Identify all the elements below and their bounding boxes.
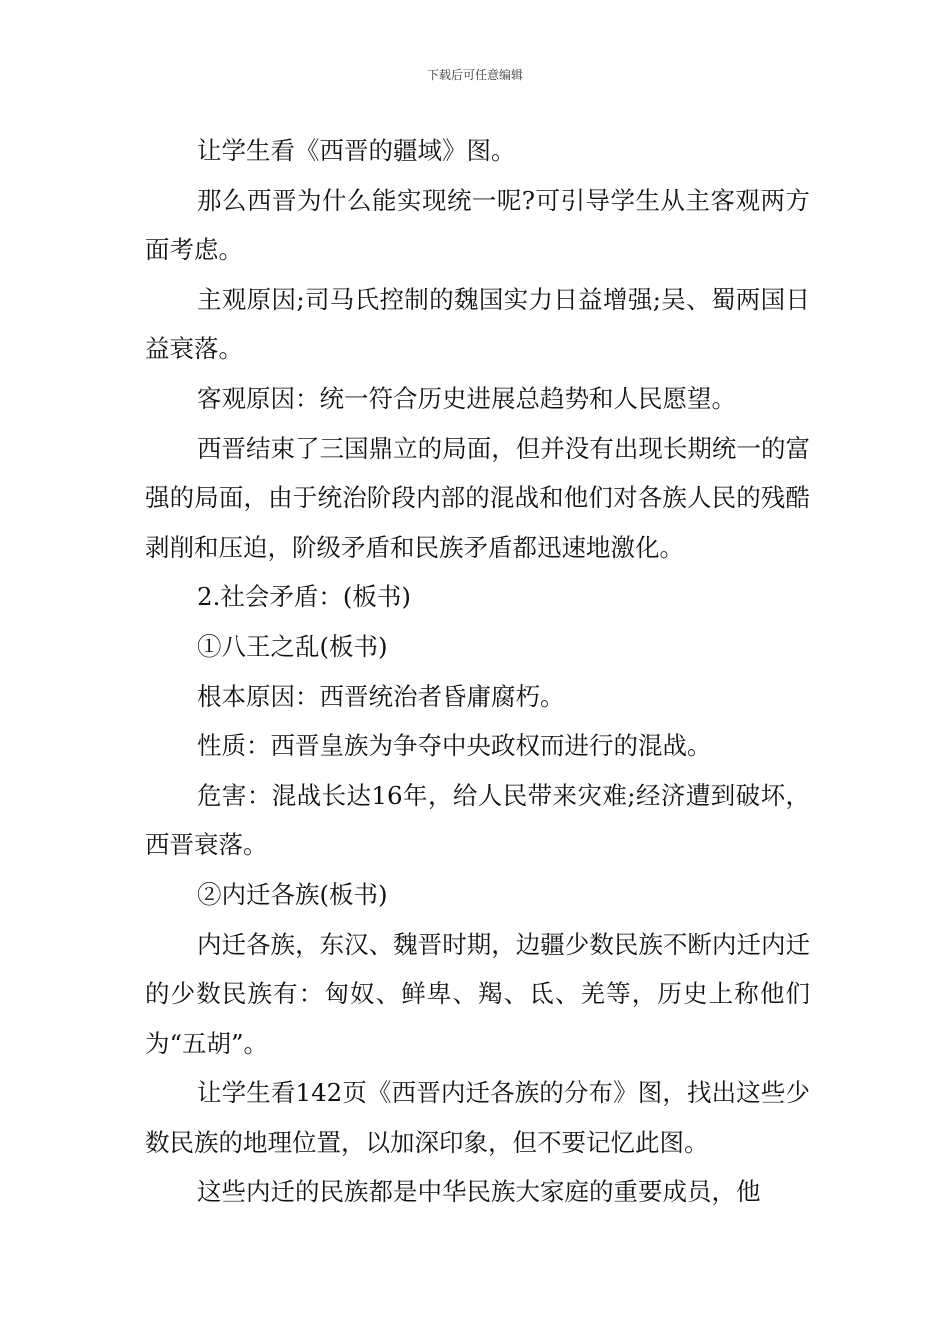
paragraph: 危害：混战长达16年，给人民带来灾难;经济遭到破坏，西晋衰落。 — [145, 780, 810, 860]
paragraph: 2.社会矛盾：(板书) — [197, 582, 411, 612]
paragraph: 那么西晋为什么能实现统一呢?可引导学生从主客观两方面考虑。 — [145, 185, 810, 265]
paragraph: ②内迁各族(板书) — [197, 879, 388, 909]
paragraph: 主观原因;司马氏控制的魏国实力日益增强;吴、蜀两国日益衰落。 — [145, 284, 810, 364]
paragraph: ①八王之乱(板书) — [197, 631, 388, 661]
paragraph: 客观原因：统一符合历史进展总趋势和人民愿望。 — [197, 383, 736, 413]
document-body — [145, 126, 810, 1217]
paragraph: 让学生看《西晋的疆域》图。 — [197, 136, 516, 165]
paragraph: 这些内迁的民族都是中华民族大家庭的重要成员，他 — [197, 1177, 761, 1207]
paragraph: 内迁各族，东汉、魏晋时期，边疆少数民族不断内迁内迁的少数民族有：匈奴、鲜卑、羯、氐、羌等，历史上称他们为“五胡”。 — [145, 929, 810, 1058]
paragraph: 根本原因：西晋统治者昏庸腐朽。 — [197, 681, 565, 711]
paragraph: 让学生看142页《西晋内迁各族的分布》图，找出这些少数民族的地理位置，以加深印象，但不要记忆此图。 — [145, 1078, 810, 1157]
paragraph: 西晋结束了三国鼎立的局面，但并没有出现长期统一的富强的局面，由于统治阶段内部的混战和他们对各族人民的残酷剥削和压迫，阶级矛盾和民族矛盾都迅速地激化。 — [145, 433, 810, 562]
paragraph: 性质：西晋皇族为争夺中央政权而进行的混战。 — [197, 731, 712, 761]
page-header: 下载后可任意编辑 — [426, 68, 523, 82]
